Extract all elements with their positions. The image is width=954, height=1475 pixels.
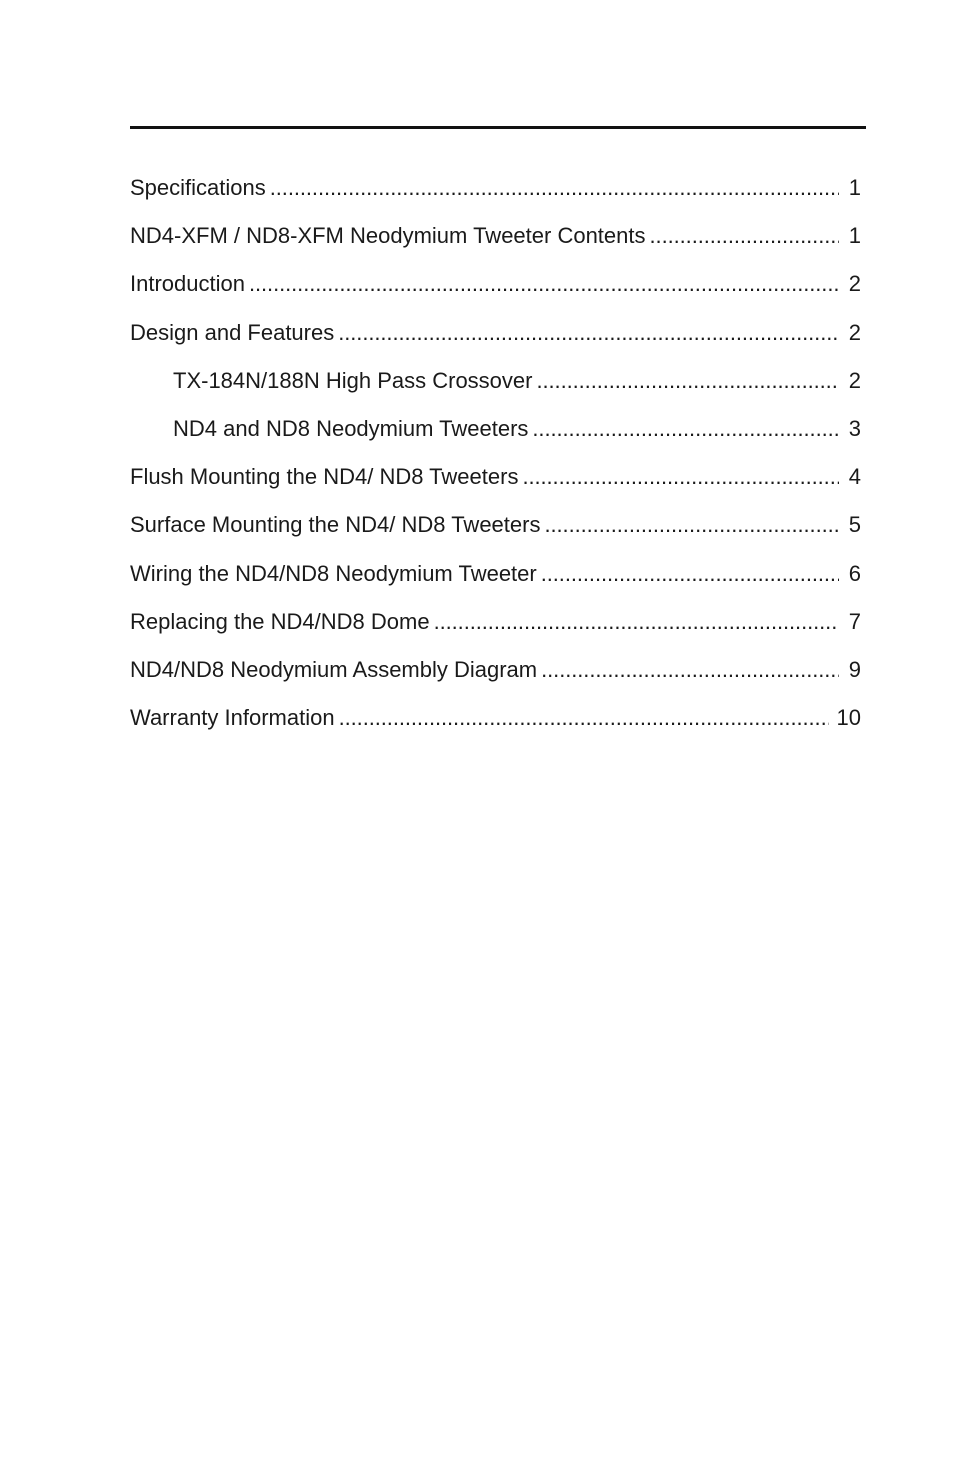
toc-entry-crossover[interactable] — [130, 362, 861, 410]
toc-entry-page: 7 — [848, 608, 861, 634]
toc-dot-leader — [532, 410, 839, 447]
toc-entry-title: ND4 and ND8 Neodymium Tweeters — [173, 415, 529, 441]
toc-entry-title: ND4/ND8 Neodymium Assembly Diagram — [130, 656, 538, 682]
toc-entry-page: 3 — [848, 415, 861, 441]
toc-entry-specifications[interactable] — [130, 169, 861, 217]
toc-entry-design-features[interactable] — [130, 314, 861, 362]
toc-entry-title: Introduction — [130, 271, 245, 297]
toc-dot-leader — [541, 555, 839, 592]
toc-entry-title: Flush Mounting the ND4/ ND8 Tweeters — [130, 464, 519, 490]
toc-dot-leader — [249, 265, 839, 302]
toc-dot-leader — [522, 458, 839, 495]
toc-entry-introduction[interactable] — [130, 265, 861, 313]
toc-dot-leader — [536, 362, 839, 399]
toc-entry-page: 6 — [848, 560, 861, 586]
toc-entry-page: 9 — [848, 656, 861, 682]
toc-entry-title: Design and Features — [130, 319, 335, 345]
toc-entry-flush-mounting[interactable] — [130, 458, 861, 506]
toc-entry-page: 4 — [848, 464, 861, 490]
top-rule — [130, 126, 866, 129]
toc-dot-leader — [541, 651, 839, 688]
toc-entry-surface-mounting[interactable] — [130, 506, 861, 554]
table-of-contents — [130, 169, 861, 747]
toc-entry-title: Replacing the ND4/ND8 Dome — [130, 608, 430, 634]
toc-entry-title: Warranty Information — [130, 705, 335, 731]
toc-entry-page: 2 — [848, 367, 861, 393]
toc-dot-leader — [339, 699, 829, 736]
toc-entry-tweeters[interactable] — [130, 410, 861, 458]
toc-entry-page: 10 — [836, 705, 861, 731]
toc-entry-title: ND4-XFM / ND8-XFM Neodymium Tweeter Contents — [130, 223, 646, 249]
toc-entry-warranty[interactable] — [130, 699, 861, 747]
toc-entry-page: 2 — [848, 319, 861, 345]
toc-entry-title: Wiring the ND4/ND8 Neodymium Tweeter — [130, 560, 537, 586]
toc-dot-leader — [544, 506, 839, 543]
toc-entry-page: 1 — [848, 175, 861, 200]
toc-entry-page: 2 — [848, 271, 861, 297]
toc-entry-page: 1 — [848, 223, 861, 249]
toc-entry-page: 5 — [848, 512, 861, 538]
toc-entry-replacing-dome[interactable] — [130, 603, 861, 651]
toc-entry-assembly-diagram[interactable] — [130, 651, 861, 699]
toc-dot-leader — [434, 603, 839, 640]
toc-entry-contents[interactable] — [130, 217, 861, 265]
toc-dot-leader — [338, 314, 839, 351]
toc-entry-wiring[interactable] — [130, 555, 861, 603]
toc-entry-title: Surface Mounting the ND4/ ND8 Tweeters — [130, 512, 541, 538]
toc-dot-leader — [270, 169, 839, 206]
toc-dot-leader — [650, 217, 839, 254]
toc-entry-title: TX-184N/188N High Pass Crossover — [173, 367, 533, 393]
toc-entry-title: Specifications — [130, 175, 266, 200]
